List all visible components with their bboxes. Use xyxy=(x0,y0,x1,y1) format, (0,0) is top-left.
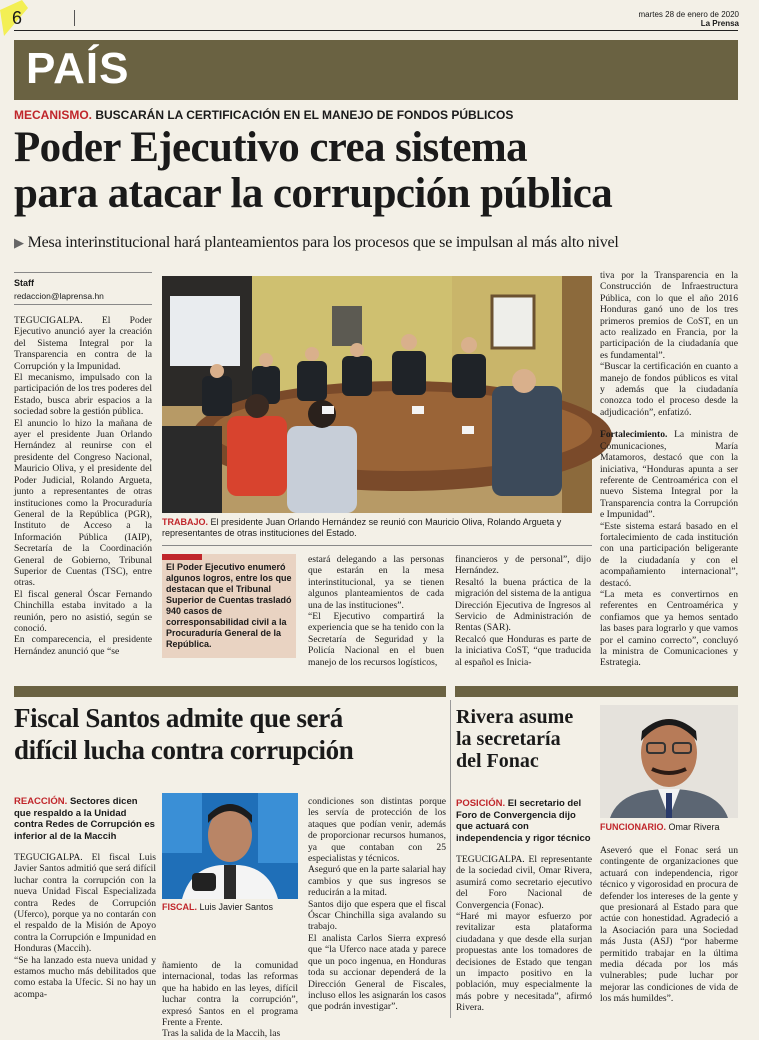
main-photo-caption xyxy=(162,517,592,539)
story2-kicker-label: REACCIÓN. xyxy=(14,796,68,807)
main-kicker xyxy=(14,108,513,122)
story3-headline-line1: Rivera asume xyxy=(456,706,574,728)
story3-col-1-text: TEGUCIGALPA. El representante de la sociedad civil, Omar Rivera, asumirá como secretario ejecutivo del Foro Nacional de Convergencia (Fonac). “Haré mi mayor esfuerzo por revitalizar esta plataforma ciudadana y que desde ella surjan propuestas ante los tomadores de decisiones de Estado que tengan un impacto positivo en la población, muy especialmente la más pobre y necesitada”, afirmó Rivera. xyxy=(456,854,592,1014)
santos-photo-caption xyxy=(162,902,273,912)
section-title: PAÍS xyxy=(26,44,130,93)
byline-rule-top xyxy=(14,272,152,273)
santos-photo-caption-text: Luis Javier Santos xyxy=(199,902,274,912)
story2-kicker xyxy=(14,796,156,842)
main-deck-text: Mesa interinstitucional hará planteamientos para los procesos que se impulsan al más alto nivel xyxy=(27,234,619,251)
byline-email: redaccion@laprensa.hn xyxy=(14,291,104,301)
story2-headline xyxy=(14,702,353,766)
rivera-photo xyxy=(600,705,738,818)
main-col-5b-text: La ministra de Comunicaciones, María Matamoros, destacó que con la iniciativa, “Honduras apunta a ser referente de Centroamérica con el nuevo Sistema Integral por la Transparencia contra la Corrupción e Impunidad”. “Este sistema estará basado en el fortalecimiento de cada institución con una participación beligerante de la ciudadanía y con el acompañamiento internacional”, destacó. “La meta es convertirnos en referentes en Centroamérica y confiamos que ya hemos sentado las bases para lograrlo y que vamos por el camino correcto”, concluyó la ministra de Comunicaciones y Estrategia. xyxy=(600,429,738,669)
story3-headline-line3: del Fonac xyxy=(456,750,539,772)
main-headline xyxy=(14,125,612,217)
story3-kicker-text: El secretario del Foro de Convergencia dijo que actuará con independencia y rigor técnico xyxy=(456,798,591,844)
story2-headline-line2: difícil lucha contra corrupción xyxy=(14,735,354,765)
story2-headline-line1: Fiscal Santos admite que será xyxy=(14,703,343,733)
story3-col-2-text: Aseveró que el Fonac será un contingente de organizaciones que actuará con independencia, rigor técnico y vigorosidad en procura de defender los intereses de la gente y que presionará al Estado para que actúe con honestidad. Agradeció a la Asociación para una Sociedad más Justa (ASJ) “por haberme permitido trabajar en la última media década por los más vulnerables; pude luchar por mejorar las condiciones de vida de los más humildes”. xyxy=(600,845,738,1005)
main-col-4-text: financieros y de personal”, dijo Hernández. Resaltó la buena práctica de la migración del sistema de la antigua Dirección Ejecutiva de Ingresos al Servicio de Administración de Rentas (SAR). Recalcó que Honduras es parte de la iniciativa CoST, “que traducida al español es Inicia- xyxy=(455,554,591,668)
byline-name: Staff xyxy=(14,278,34,288)
main-col-4 xyxy=(455,554,591,672)
story2-col-3-text: condiciones son distintas porque les servía de protección de los ataques que podían venir, además de proporcionar recursos humanos, ya que contaban con 25 especialistas y técnicos. Aseguró que en la parte salarial hay cambios y que sus ingresos se reducirán a la mitad. Santos dijo que espera que el fiscal Óscar Chinchilla siga avalando su trabajo. El analista Carlos Sierra expresó que “la Uferco nace atada y parece que un poco ingenua, en Honduras toda su accionar dependerá de la Dirección General de Fiscales, incluso ellos les asignarán los casos que podrán investigar”. xyxy=(308,796,446,1013)
header-date: martes 28 de enero de 2020 xyxy=(638,10,739,19)
rivera-photo-caption-label: FUNCIONARIO. xyxy=(600,822,666,832)
main-col-5b xyxy=(600,429,738,669)
story3-kicker xyxy=(456,798,592,844)
main-photo-caption-text: El presidente Juan Orlando Hernández se reunió con Mauricio Oliva, Rolando Argueta y representantes de otras instituciones del Estado. xyxy=(162,517,562,538)
header-paper: La Prensa xyxy=(700,19,739,28)
story2-col-2 xyxy=(162,960,298,1040)
deck-arrow-icon: ▶ xyxy=(14,235,24,250)
header-rule xyxy=(14,30,738,31)
main-photo-caption-label: TRABAJO. xyxy=(162,517,209,527)
main-deck xyxy=(14,234,619,252)
main-headline-line2: para atacar la corrupción pública xyxy=(14,170,613,217)
highlight-text: El Poder Ejecutivo enumeró algunos logros, entre los que destacan que el Tribunal Superior de Cuentas trasladó 940 casos de corresponsabilidad civil a la Procuraduría General de la República. xyxy=(166,562,292,649)
main-kicker-text: BUSCARÁN LA CERTIFICACIÓN EN EL MANEJO DE FONDOS PÚBLICOS xyxy=(95,108,514,122)
story2-col-3 xyxy=(308,796,446,1020)
main-headline-line1: Poder Ejecutivo crea sistema xyxy=(14,124,527,171)
story2-col-1-text: TEGUCIGALPA. El fiscal Luis Javier Santos admitió que será difícil luchar contra la corrupción con la nueva Unidad Fiscal Especializada contra Redes de Corrupción (Uferco), porque ya no contarán con el respaldo de la Misión de Apoyo contra la Corrupción e Impunidad en Honduras (Maccih). “Se ha lanzado esta nueva unidad y estamos mucho más debilitados que como estaba la Ufecic. Si no hay un acompa- xyxy=(14,852,157,1000)
main-kicker-label: MECANISMO. xyxy=(14,108,92,122)
story2-kicker-text: Sectores dicen que respaldo a la Unidad contra Redes de Corrupción es inferior al de la Maccih xyxy=(14,796,155,842)
story3-bar xyxy=(455,686,738,697)
story-divider xyxy=(450,700,451,1018)
page-number: 6 xyxy=(12,8,23,28)
santos-photo-caption-label: FISCAL. xyxy=(162,902,197,912)
main-col-5a-text: tiva por la Transparencia en la Construcción de Infraestructura Pública, con lo que el año 2016 Honduras ganó uno de los tres primeros premios de CoST, en un acto realizado en Francia, por la participación de la ciudadanía que es fundamental”. “Buscar la certificación en cuanto a manejo de fondos públicos es vital y además que la ciudadanía conozca todo el proceso desde la adjudicación”, enfatizó. xyxy=(600,270,738,418)
highlight-red-tab xyxy=(162,554,202,560)
santos-photo xyxy=(162,793,298,899)
story3-col-1 xyxy=(456,854,592,1020)
caption-rule xyxy=(162,545,592,546)
story2-bar xyxy=(14,686,446,697)
story3-headline xyxy=(456,706,573,772)
meeting-photo xyxy=(162,276,592,513)
main-col-1-text: TEGUCIGALPA. El Poder Ejecutivo anunció ayer la creación del Sistema Integral por la Transparencia en contra de la Corrupción y la Impunidad. El mecanismo, impulsado con la participación de los tres poderes del Estado, busca abrir espacios a la sociedad sobre la gestión pública. El anuncio lo hizo la mañana de ayer el presidente Juan Orlando Hernández al reunirse con el presidente del Congreso Nacional, Mauricio Oliva, y el presidente del Poder Judicial, Rolando Argueta, junto a representantes de otras instituciones como la Procuraduría General de la República (PGR), Instituto de Acceso a la Información Pública (IAIP), Secretaría de la Coordinación General de Gobierno, Tribunal Superior de Cuentas (TSC), entre otras. El fiscal general Óscar Fernando Chinchilla estaba invitado a la reunión, pero no asistió, según se conoció. En comparecencia, el presidente Hernández anunció que “se xyxy=(14,315,152,657)
story2-col-1 xyxy=(14,852,156,1020)
story3-headline-line2: la secretaría xyxy=(456,728,561,750)
story2-col-2-text: ñamiento de la comunidad internacional, todas las reformas que ha habido en las leyes, difícil luchar contra la corrupción”, expresó Santos en el programa Frente a Frente. Tras la salida de la Maccih, las xyxy=(162,960,298,1040)
main-col-3 xyxy=(308,554,444,672)
main-col-5b-label: Fortalecimiento. xyxy=(600,429,668,441)
header-divider xyxy=(74,10,75,26)
main-col-1 xyxy=(14,315,152,672)
main-col-3-text: estará delegando a las personas que estarán en la mesa interinstitucional, ya se tienen algunos planteamientos de cada una de las instituciones”. “El Ejecutivo compartirá la experiencia que se ha tenido con la Secretaría de Seguridad y la Policía Nacional en el buen manejo de los recursos logísticos, xyxy=(308,554,444,668)
highlight-box xyxy=(162,554,296,658)
rivera-photo-caption-text: Omar Rivera xyxy=(668,822,720,832)
byline-rule-bottom xyxy=(14,304,152,305)
story3-kicker-label: POSICIÓN. xyxy=(456,798,506,809)
story3-col-2 xyxy=(600,845,738,1020)
main-col-5 xyxy=(600,270,738,672)
rivera-photo-caption xyxy=(600,822,720,832)
